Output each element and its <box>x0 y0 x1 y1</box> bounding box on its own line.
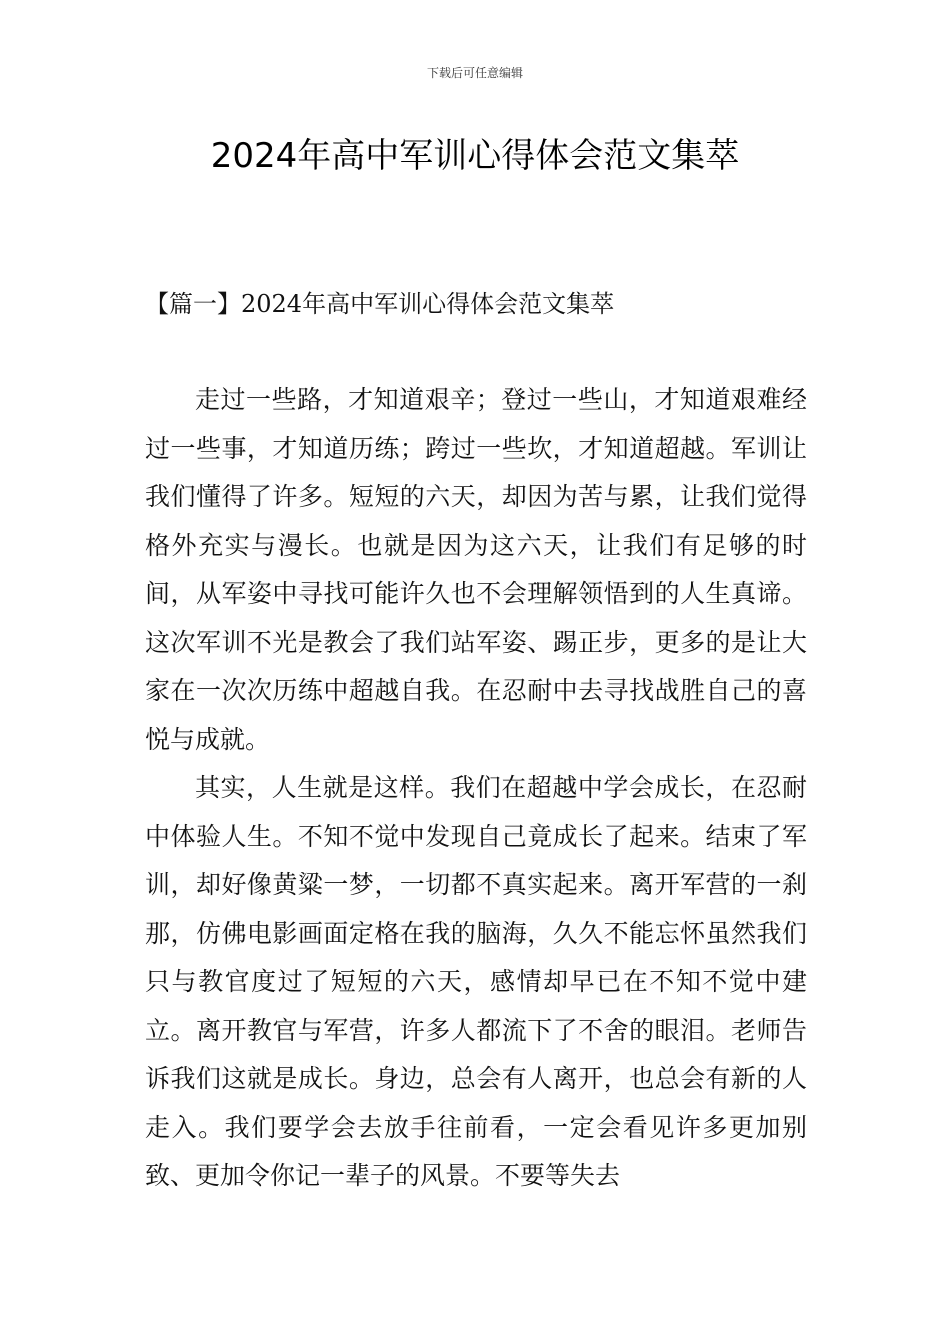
page-title: 2024年高中军训心得体会范文集萃 <box>210 136 740 176</box>
paragraph-2: 其实，人生就是这样。我们在超越中学会成长，在忍耐中体验人生。不知不觉中发现自己竟成长了起来。结束了军训，却好像黄粱一梦，一切都不真实起来。离开军营的一刹那，仿佛电影画面定格在我的脑海，久久不能忘怀虽然我们只与教官度过了短短的六天，感情却早已在不知不觉中建立。离开教官与军营，许多人都流下了不舍的眼泪。老师告诉我们这就是成长。身边，总会有人离开，也总会有新的人走入。我们要学会去放手往前看，一定会看见许多更加别致、更加令你记一辈子的风景。不要等失去 <box>145 773 807 1190</box>
paragraph-1: 走过一些路，才知道艰辛；登过一些山，才知道艰难经过一些事，才知道历练；跨过一些坎，才知道超越。军训让我们懂得了许多。短短的六天，却因为苦与累，让我们觉得格外充实与漫长。也就是因为这六天，让我们有足够的时间，从军姿中寻找可能许久也不会理解领悟到的人生真谛。这次军训不光是教会了我们站军姿、踢正步，更多的是让大家在一次次历练中超越自我。在忍耐中去寻找战胜自己的喜悦与成就。 <box>145 385 807 754</box>
section-heading: 【篇一】2024年高中军训心得体会范文集萃 <box>145 290 615 318</box>
header-note: 下载后可任意编辑 <box>426 66 523 80</box>
document-body <box>145 376 807 1201</box>
